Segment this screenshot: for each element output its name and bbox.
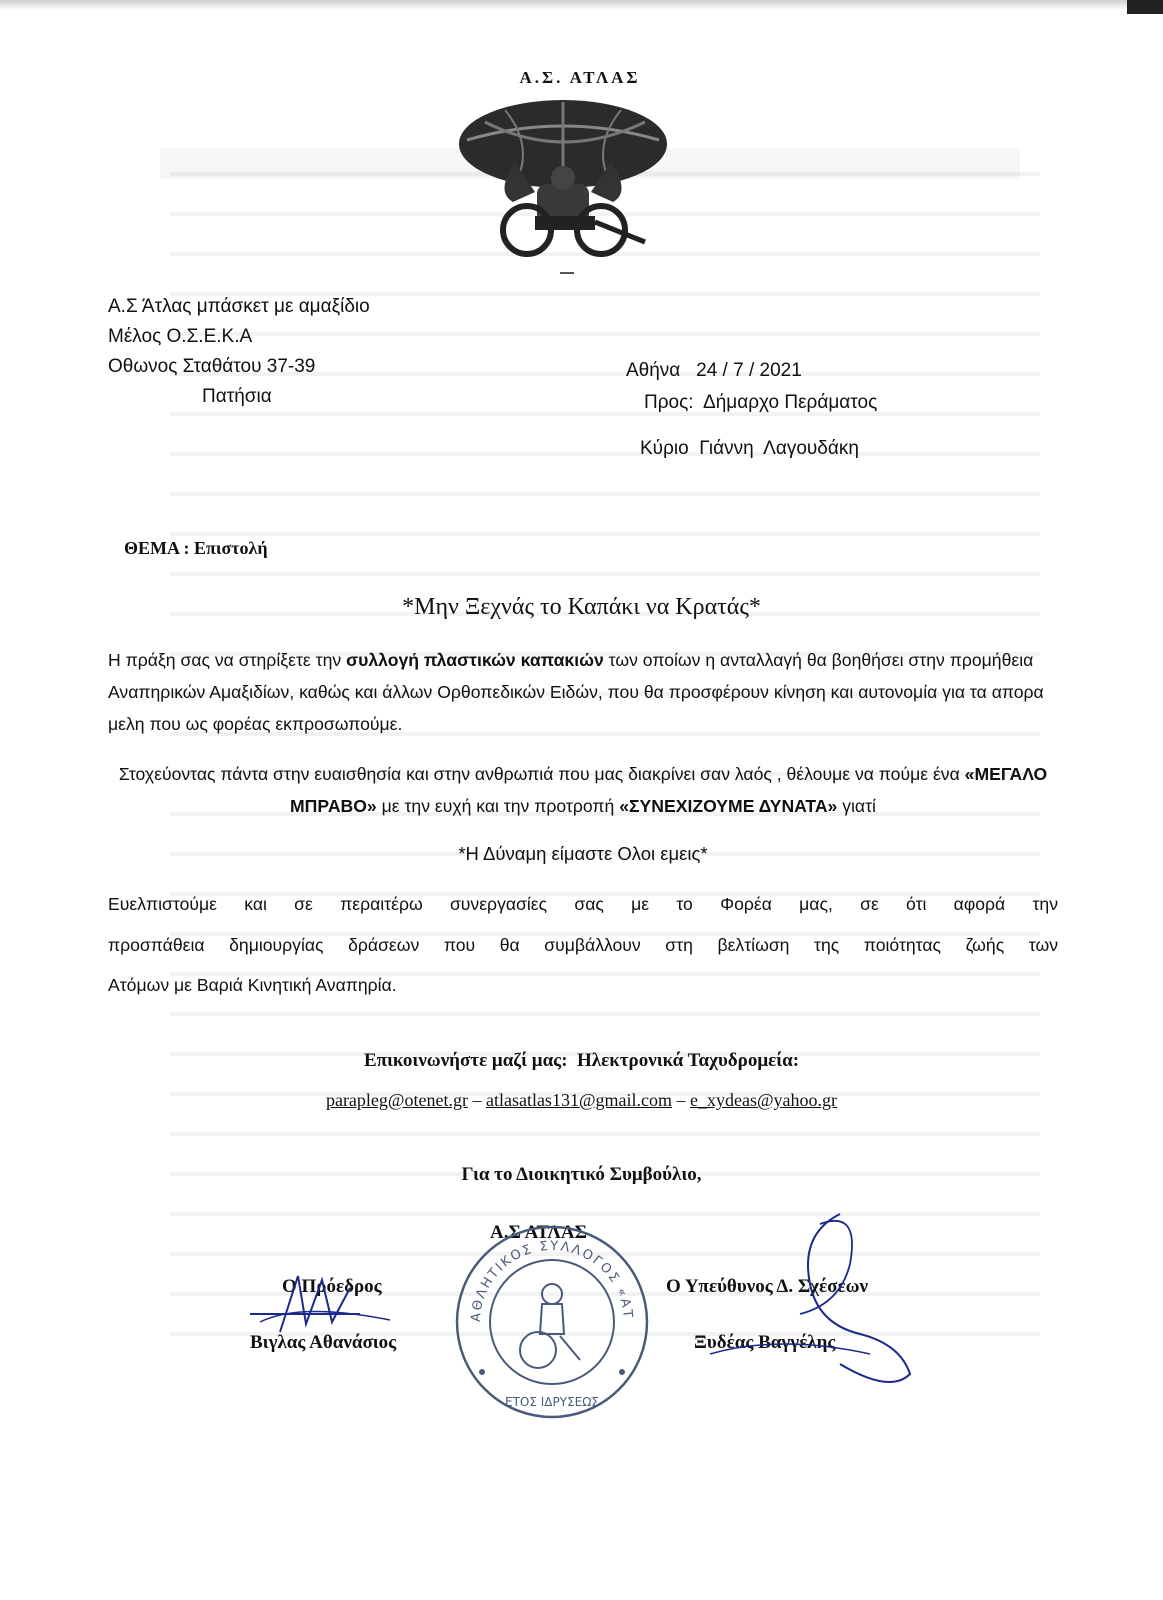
divider-mark	[560, 272, 574, 274]
recipient-line-1: Προς: Δήμαρχο Περάματος	[644, 392, 878, 413]
paragraph-1	[108, 644, 1058, 740]
pr-title: Ο Υπεύθυνος Δ. Σχέσεων	[666, 1276, 868, 1297]
subject-line: ΘΕΜΑ : Επιστολή	[124, 538, 268, 558]
sender-line-4: Πατήσια	[202, 386, 272, 407]
paragraph-2-post: γιατί	[837, 796, 876, 816]
email-list	[0, 1090, 1163, 1111]
pr-signature	[690, 1204, 950, 1404]
email-link-2[interactable]: atlasatlas131@gmail.com	[485, 1090, 672, 1110]
sender-line-3: Οθωνος Σταθάτου 37-39	[108, 356, 316, 377]
stamp-ring-text: ΑΘΛΗΤΙΚΟΣ ΣΥΛΛΟΓΟΣ «ΑΤ	[468, 1238, 636, 1323]
sender-line-1: Α.Σ Άτλας μπάσκετ με αμαξίδιο	[108, 296, 370, 317]
stamp-bottom-text: ΕΤΟΣ ΙΔΡΥΣΕΩΣ	[505, 1395, 599, 1409]
president-title: Ο Πρόεδρος	[282, 1276, 382, 1297]
email-link-1[interactable]: parapleg@otenet.gr	[325, 1090, 468, 1110]
paragraph-1-post: των οποίων η ανταλλαγή θα βοηθήσει στην προμήθεια Αναπηρικών Αμαξιδίων, καθώς και άλλων Ορθοπεδικών Ειδών, που θα προσφέρουν κίνηση και αυτονομία για τα απορα μελη που ως φορέας εκπροσωπούμε.	[108, 650, 1044, 734]
sender-line-2: Μέλος Ο.Σ.Ε.Κ.Α	[108, 326, 253, 347]
club-stamp	[452, 1222, 652, 1422]
paragraph-2-bold-1: «ΜΕΓΑΛΟ ΜΠΡΑΒΟ»	[290, 764, 1048, 816]
board-line: Για το Διοικητικό Συμβούλιο,	[461, 1164, 702, 1185]
paragraph-1-bold: συλλογή πλαστικών καπακιών	[346, 650, 604, 670]
slogan: *Η Δύναμη είμαστε Ολοι εμεις*	[458, 843, 708, 864]
logo-title: Α.Σ. ΑΤΛΑΣ	[519, 68, 641, 87]
president-name: Βιγλας Αθανάσιος	[250, 1332, 397, 1353]
scan-corner-mark	[1127, 0, 1163, 14]
club-name: Α.Σ ΑΤΛΑΣ	[490, 1222, 588, 1243]
email-link-3[interactable]: e_xydeas@yahoo.gr	[690, 1090, 838, 1110]
recipient-line-2: Κύριο Γιάννη Λαγουδάκη	[640, 438, 859, 459]
paragraph-3-line-3: Ατόμων με Βαριά Κινητική Αναπηρία.	[108, 975, 397, 995]
paragraph-2-mid: με την ευχή και την προτροπή	[376, 796, 620, 816]
contact-title: Επικοινωνήστε μαζί μας: Ηλεκτρονικά Ταχυδρομεία:	[363, 1050, 800, 1071]
paragraph-2	[108, 758, 1058, 822]
atlas-logo-icon	[445, 92, 675, 260]
email-separator-2: –	[672, 1090, 690, 1110]
paragraph-3-line-1: Ευελπιστούμε και σε περαιτέρω συνεργασίες σας με το Φορέα μας, σε ότι αφορά την	[108, 894, 1058, 914]
paragraph-2-bold-2: «ΣΥΝΕΧΙΖΟΥΜΕ ΔΥΝΑΤΑ»	[619, 796, 838, 816]
paragraph-2-pre: Στοχεύοντας πάντα στην ευαισθησία και στην ανθρωπιά που μας διακρίνει σαν λαός , θέλουμε να πούμε ένα	[118, 764, 965, 784]
email-separator-1: –	[467, 1090, 486, 1110]
president-signature	[240, 1262, 440, 1352]
paragraph-3-line-2: προσπάθεια δημιουργίας δράσεων που θα συμβάλλουν στη βελτίωση της ποιότητας ζωής των	[108, 935, 1058, 955]
svg-text:ΑΘΛΗΤΙΚΟΣ ΣΥΛΛΟΓΟΣ «ΑΤΛΑΣ» 200	[452, 1222, 635, 1322]
date-line: Αθήνα 24 / 7 / 2021	[626, 360, 802, 381]
headline: *Μην Ξεχνάς το Καπάκι να Κρατάς*	[402, 594, 761, 620]
pr-name: Ξυδέας Βαγγέλης	[694, 1332, 836, 1353]
scan-edge	[0, 0, 1163, 10]
paragraph-1-pre: Η πράξη σας να στηρίξετε την	[108, 650, 347, 670]
